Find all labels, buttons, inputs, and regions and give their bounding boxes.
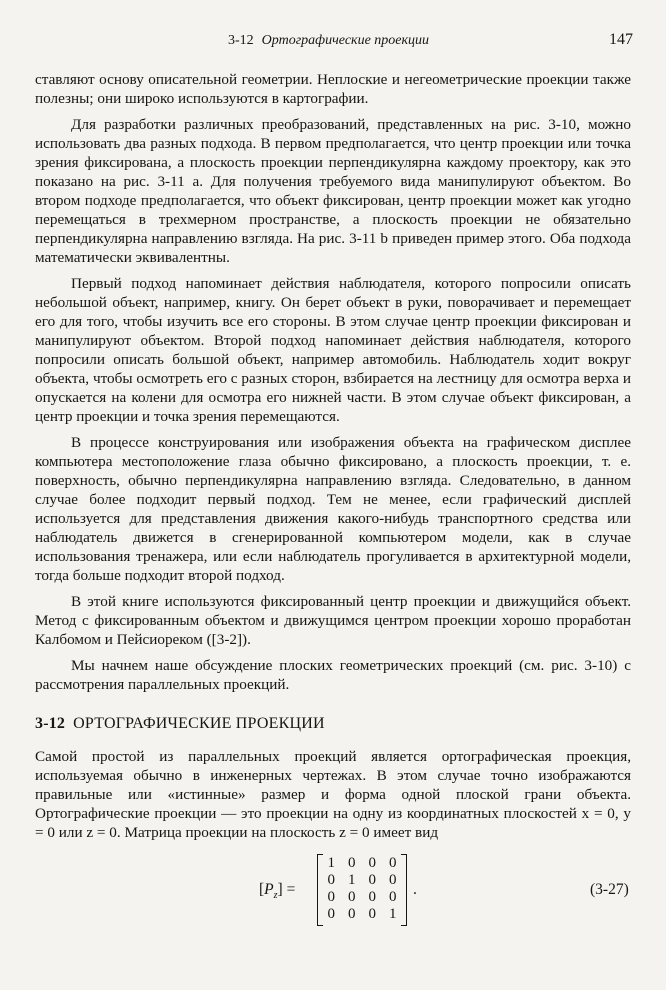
matrix-cell: 0 xyxy=(348,906,356,922)
matrix-cell: 0 xyxy=(327,906,335,922)
section-number: 3-12 xyxy=(35,715,66,732)
paragraph: Мы начнем наше обсуждение плоских геометрических проекций (см. рис. 3-10) с рассмотрения параллельных проекций. xyxy=(35,657,631,693)
matrix-cell: 1 xyxy=(327,855,335,871)
lhs-subscript: z xyxy=(273,890,278,902)
equation-number: (3-27) xyxy=(590,881,629,898)
matrix-row xyxy=(321,889,403,906)
matrix-cell: 1 xyxy=(348,872,356,888)
equation-3-27 xyxy=(35,852,631,928)
matrix-cell: 0 xyxy=(368,906,376,922)
paragraph: В процессе конструирования или изображения объекта на графическом дисплее компьютера местоположение глаза обычно фиксировано, а плоскость проекции, т. е. поверхность, обычно перпендикулярна направлению взгляда. Следовательно, в данном случае более подходит первый подход. Тем не менее, если графический дисплей используется для представления движения какого-нибудь транспортного средства или наблюдатель движется в сгенерированной компьютером модели, как в случае использования тренажера, или если наблюдатель прогуливается в архитектурной модели, тогда больше подходит второй подход. xyxy=(35,434,631,584)
projection-matrix xyxy=(317,854,407,926)
matrix-cell: 0 xyxy=(389,872,397,888)
matrix-cell: 1 xyxy=(389,906,397,922)
matrix-cell: 0 xyxy=(348,889,356,905)
header-section-title: Ортографические проекции xyxy=(261,33,430,48)
equation-lhs: $[P_z]$ = xyxy=(259,881,296,902)
equation-terminator: . xyxy=(413,881,417,898)
paragraph: Первый подход напоминает действия наблюдателя, которого попросили описать небольшой объект, например, книгу. Он берет объект в руки, поворачивает и перемещает его для того, чтобы изучить все его стороны. В этом случае центр проекции фиксирован и манипулируют объектом. Второй подход напоминает действия наблюдателя, которого попросили описать большой объект, например автомобиль. Наблюдатель ходит вокруг объекта, чтобы осмотреть его с разных сторон, взбирается на лестницу для осмотра верха и опускается на колени для осмотра его нижней части. В этом случае объект фиксирован, а центр проекции и точка зрения перемещаются. xyxy=(35,275,631,425)
paragraph: Для разработки различных преобразований, представленных на рис. 3-10, можно использовать два разных подхода. В первом предполагается, что центр проекции или точка зрения фиксирована, а плоскость проекции перпендикулярна каждому проектору, как это показано на рис. 3-11 a. Для получения требуемого вида манипулируют объектом. Во втором подходе предполагается, что объект фиксирован, центр проекции может как угодно перемещаться в трехмерном пространстве, а плоскость проекции не обязательно перпендикулярна направлению взгляда. На рис. 3-11 b приведен пример этого. Оба подхода математически эквивалентны. xyxy=(35,116,631,266)
section-title: ОРТОГРАФИЧЕСКИЕ ПРОЕКЦИИ xyxy=(73,715,325,732)
matrix-cell: 0 xyxy=(389,889,397,905)
matrix-row xyxy=(321,906,403,923)
page-body xyxy=(35,70,631,928)
matrix-cell: 0 xyxy=(368,872,376,888)
lhs-symbol: P xyxy=(264,881,274,898)
matrix-cell: 0 xyxy=(348,855,356,871)
matrix-entries xyxy=(321,855,403,923)
matrix-cell: 0 xyxy=(327,872,335,888)
section-heading xyxy=(35,714,631,733)
matrix-cell: 0 xyxy=(368,889,376,905)
section-paragraph: Самой простой из параллельных проекций является ортографическая проекция, используемая обычно в инженерных чертежах. В этом случае точно изображаются правильные или «истинные» размер и форма одной плоской грани объекта. Ортографические проекции — это проекции на одну из координатных плоскостей x = 0, y = 0 или z = 0. Матрица проекции на плоскость z = 0 имеет вид xyxy=(35,748,631,841)
matrix-row xyxy=(321,872,403,889)
paragraph: В этой книге используются фиксированный центр проекции и движущийся объект. Метод с фиксированным объектом и движущимся центром проекции хорошо проработан Калбомом и Пейсиореком ([3-2]). xyxy=(35,593,631,648)
matrix-cell: 0 xyxy=(368,855,376,871)
running-title xyxy=(228,33,429,49)
running-header xyxy=(0,31,666,53)
matrix-cell: 0 xyxy=(327,889,335,905)
header-section-number: 3-12 xyxy=(228,33,254,48)
page-number: 147 xyxy=(609,31,633,48)
matrix-cell: 0 xyxy=(389,855,397,871)
paragraph-continued: ставляют основу описательной геометрии. Неплоские и негеометрические проекции также полезны; они широко используются в картографии. xyxy=(35,71,631,107)
matrix-row xyxy=(321,855,403,872)
